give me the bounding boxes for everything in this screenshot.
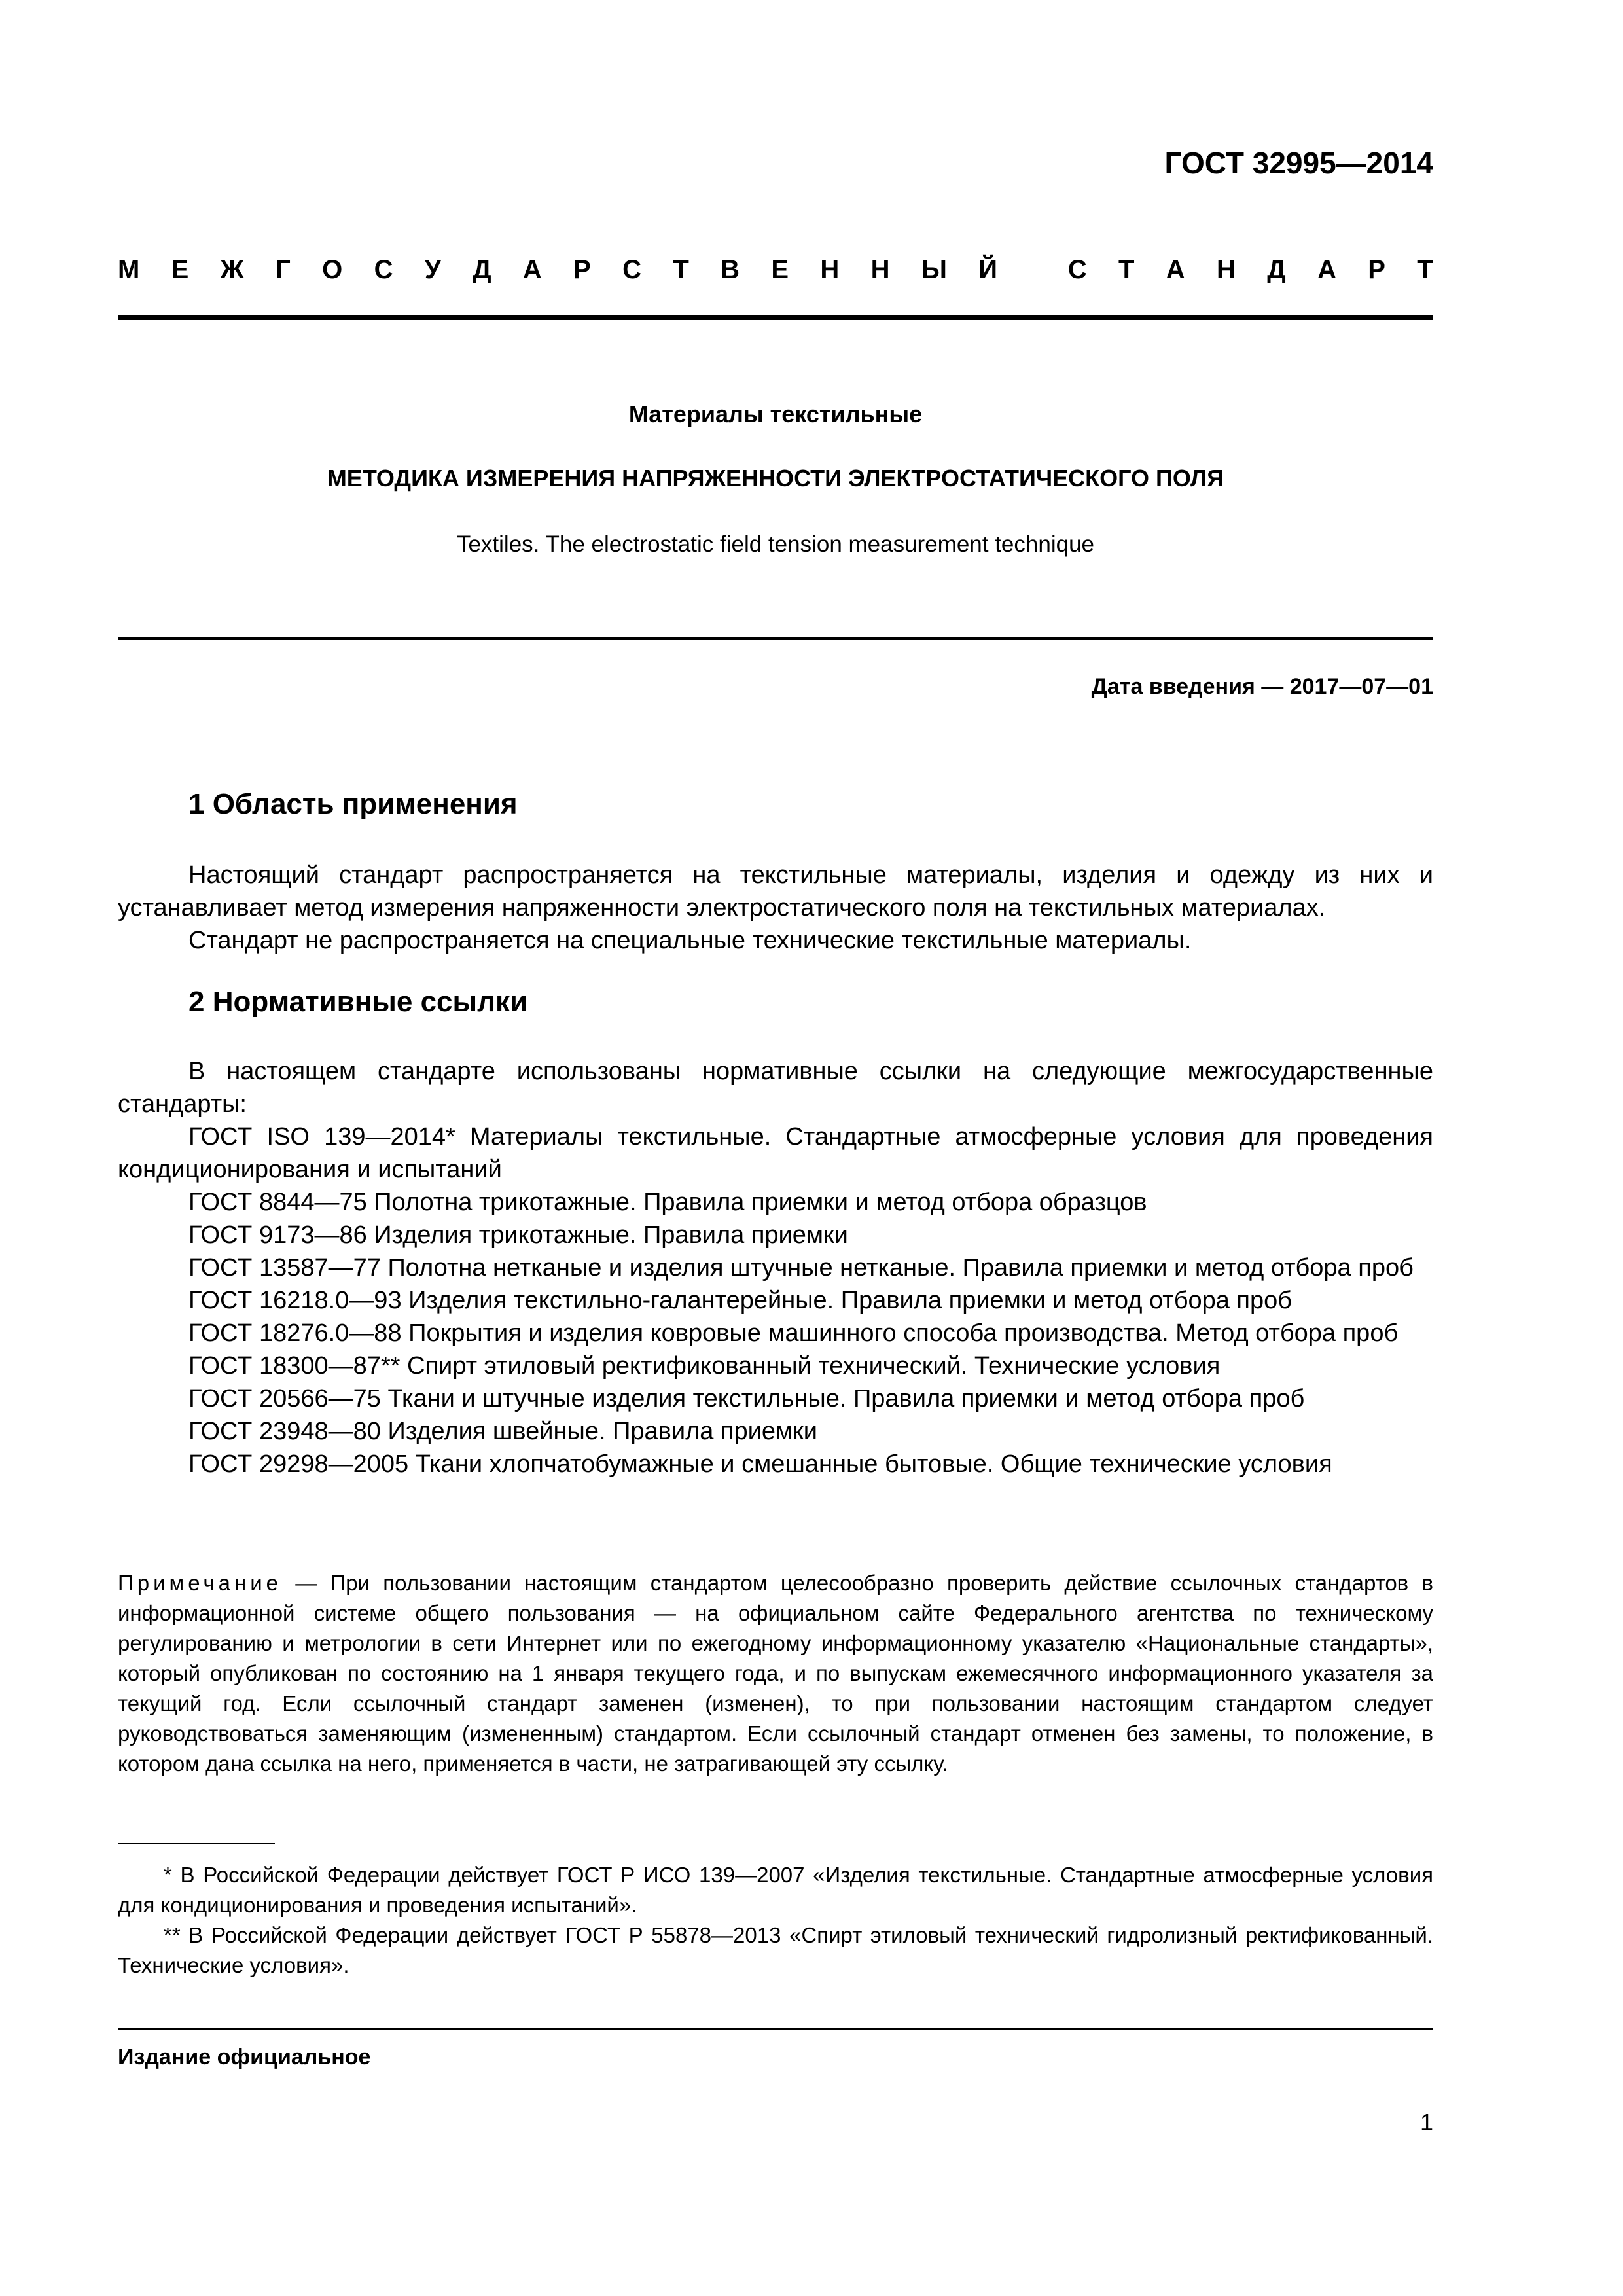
heading-letter: Д	[1267, 255, 1286, 284]
heading-letter: Е	[771, 255, 789, 284]
heading-letter: Р	[1368, 255, 1385, 284]
note-text: — При пользовании настоящим стандартом целесообразно проверить действие ссылочных стандартов в информационной системе общего пользования — на официальном сайте Федерального агентства по техническому регулированию и метрологии в сети Интернет или по ежегодному информационному указателю «Национальные стандарты», который опубликован по состоянию на 1 января текущего года, и по выпускам ежемесячного информационного указателя за текущий год. Если ссылочный стандарт заменен (изменен), то при пользовании настоящим стандартом следует руководствоваться заменяющим (измененным) стандартом. Если ссылочный стандарт отменен без замены, то положение, в котором дана ссылка на него, применяется в части, не затрагивающей эту ссылку.	[118, 1571, 1433, 1776]
paragraph: Настоящий стандарт распространяется на текстильные материалы, изделия и одежду из них и устанавливает метод измерения напряженности электростатического поля на текстильных материалах.	[118, 861, 1433, 922]
heading-letter: Т	[1417, 255, 1433, 284]
footnote: * В Российской Федерации действует ГОСТ Р ИСО 139—2007 «Изделия текстильные. Стандартные атмосферные условия для кондиционирования и проведения испытаний».	[118, 1863, 1433, 1917]
reference-item: ГОСТ ISO 139—2014* Материалы текстильные. Стандартные атмосферные условия для проведения кондиционирования и испытаний	[118, 1123, 1433, 1183]
heading-letter: Ж	[220, 255, 244, 284]
header-divider	[118, 315, 1433, 320]
heading-letter: С	[1067, 255, 1087, 284]
reference-item: ГОСТ 16218.0—93 Изделия текстильно-галантерейные. Правила приемки и метод отбора проб	[188, 1287, 1293, 1314]
reference-item: ГОСТ 29298—2005 Ткани хлопчатобумажные и смешанные бытовые. Общие технические условия	[188, 1450, 1332, 1478]
gost-number: ГОСТ 32995—2014	[1164, 146, 1433, 180]
footer-divider	[118, 2028, 1433, 2030]
heading-letter: Е	[171, 255, 189, 284]
reference-item: ГОСТ 23948—80 Изделия швейные. Правила приемки	[188, 1418, 817, 1445]
note	[118, 1568, 1433, 1779]
heading-letter: Т	[673, 255, 689, 284]
title-divider	[118, 637, 1433, 640]
reference-item: ГОСТ 8844—75 Полотна трикотажные. Правила приемки и метод отбора образцов	[188, 1189, 1147, 1216]
section-2-body	[118, 1055, 1433, 1480]
heading-letter: Н	[1217, 255, 1236, 284]
heading-letter: С	[622, 255, 642, 284]
paragraph: Стандарт не распространяется на специальные технические текстильные материалы.	[188, 927, 1192, 954]
standard-type-heading	[118, 255, 1433, 285]
heading-letter: В	[721, 255, 740, 284]
heading-letter	[1029, 255, 1036, 285]
footnote-divider	[118, 1843, 275, 1844]
section-1-heading: 1 Область применения	[188, 788, 518, 820]
heading-letter: Ы	[921, 255, 947, 284]
heading-letter: С	[374, 255, 393, 284]
reference-item: ГОСТ 20566—75 Ткани и штучные изделия текстильные. Правила приемки и метод отбора проб	[188, 1385, 1305, 1412]
heading-letter: Г	[276, 255, 291, 284]
heading-letter: М	[118, 255, 140, 284]
footnote: ** В Российской Федерации действует ГОСТ Р 55878—2013 «Спирт этиловый технический гидролизный ректификованный. Технические условия».	[118, 1923, 1433, 1977]
section-2-heading: 2 Нормативные ссылки	[188, 986, 528, 1018]
heading-letter: У	[424, 255, 441, 284]
heading-letter: Д	[473, 255, 491, 284]
document-category: Материалы текстильные	[628, 401, 923, 427]
document-title: МЕТОДИКА ИЗМЕРЕНИЯ НАПРЯЖЕННОСТИ ЭЛЕКТРОСТАТИЧЕСКОГО ПОЛЯ	[327, 465, 1224, 492]
heading-letter: Н	[870, 255, 890, 284]
reference-item: ГОСТ 13587—77 Полотна нетканые и изделия штучные нетканые. Правила приемки и метод отбора проб	[188, 1254, 1414, 1282]
heading-letter: А	[1166, 255, 1185, 284]
page-number: 1	[1419, 2109, 1433, 2136]
paragraph: В настоящем стандарте использованы нормативные ссылки на следующие межгосударственные стандарты:	[118, 1058, 1433, 1118]
note-label: Примечание	[118, 1571, 283, 1595]
heading-letter: Й	[978, 255, 998, 284]
heading-letter: А	[1317, 255, 1336, 284]
footnotes	[118, 1860, 1433, 1981]
reference-item: ГОСТ 18276.0—88 Покрытия и изделия ковровые машинного способа производства. Метод отбора проб	[188, 1319, 1399, 1347]
section-1-body	[118, 859, 1433, 957]
introduction-date: Дата введения — 2017—07—01	[1091, 674, 1433, 699]
heading-letter: Н	[820, 255, 840, 284]
heading-letter: А	[522, 255, 542, 284]
document-title-english: Textiles. The electrostatic field tension measurement technique	[456, 531, 1095, 557]
edition-label: Издание официальное	[118, 2045, 371, 2070]
reference-item: ГОСТ 9173—86 Изделия трикотажные. Правила приемки	[188, 1221, 848, 1249]
heading-letter: Т	[1118, 255, 1135, 284]
heading-letter: О	[322, 255, 343, 284]
reference-item: ГОСТ 18300—87** Спирт этиловый ректификованный технический. Технические условия	[188, 1352, 1221, 1380]
heading-letter: Р	[573, 255, 591, 284]
